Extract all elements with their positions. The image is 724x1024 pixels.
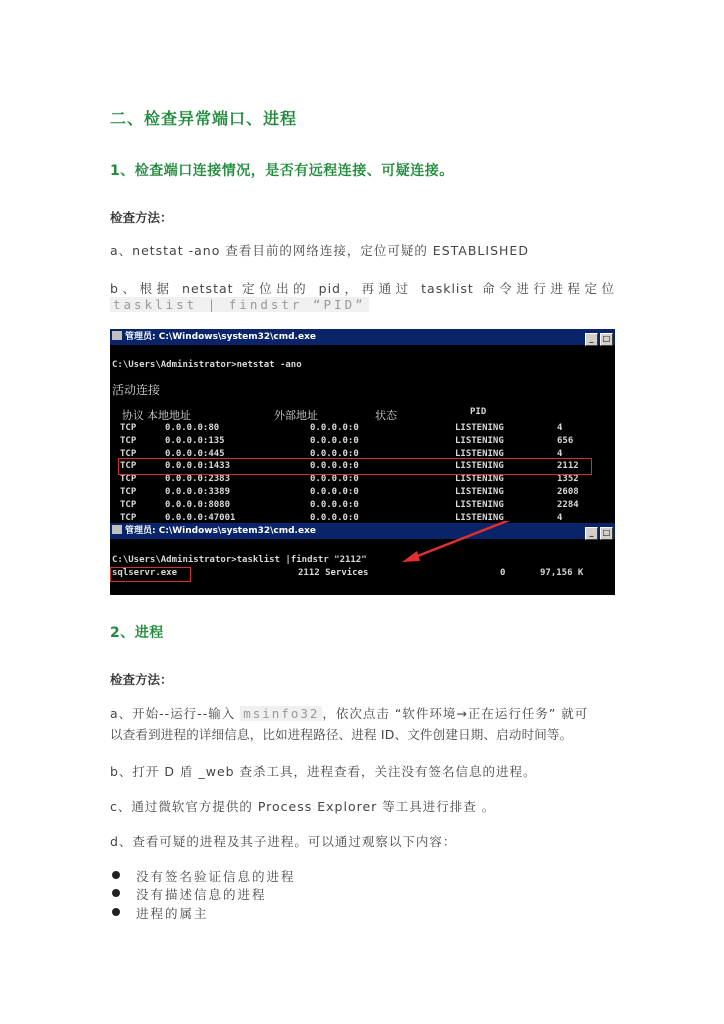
row-local-address: 0.0.0.0:135 [165, 435, 225, 446]
part2-step-a-line2: 以查看到进程的详细信息，比如进程路径、进程 ID、文件创建日期、启动时间等。 [110, 727, 573, 742]
part2-step-a-suffix: ，依次点击 “软件环境→正在运行任务” 就可 [322, 706, 589, 721]
part2-title: 2、进程 [110, 625, 164, 641]
row-pid: 4 [557, 423, 563, 433]
row-local-address: 0.0.0.0:2383 [165, 474, 231, 485]
bullet-dot-icon [112, 889, 120, 897]
row-foreign-address: 0.0.0.0:0 [310, 499, 359, 510]
row-pid: 656 [557, 435, 574, 446]
row-state: LISTENING [455, 423, 504, 433]
bullet-dot-icon [112, 871, 120, 879]
row-foreign-address: 0.0.0.0:0 [310, 474, 359, 485]
row-local-address: 0.0.0.0:3389 [165, 487, 231, 497]
result-image-name: sqlservr.exe [112, 568, 178, 578]
netstat-row [110, 513, 615, 521]
netstat-row [110, 423, 615, 435]
red-arrow-icon [110, 521, 615, 595]
part2-step-a-prefix: a、开始--运行--输入 [110, 706, 236, 721]
netstat-row [110, 500, 615, 512]
bullet-dot-icon [112, 908, 120, 916]
minimize-button[interactable]: _ [585, 527, 598, 540]
bullet-item: 没有描述信息的进程 [136, 887, 267, 902]
row-protocol: TCP [120, 435, 137, 446]
row-protocol: TCP [120, 448, 137, 459]
col-pid: PID [470, 407, 487, 417]
row-pid: 4 [557, 512, 563, 521]
highlight-1433-row [118, 458, 592, 475]
maximize-button[interactable]: □ [600, 333, 613, 346]
cmd-app-icon [112, 331, 122, 340]
row-protocol: TCP [120, 512, 137, 521]
part2-step-a-line1 [110, 704, 588, 722]
col-foreign-address: 外部地址 [274, 409, 318, 422]
part1-step-b-code: tasklist | findstr “PID” [110, 297, 369, 312]
minimize-button[interactable]: _ [585, 333, 598, 346]
row-foreign-address: 0.0.0.0:0 [310, 512, 359, 521]
cmd-window-netstat [110, 329, 615, 521]
row-foreign-address: 0.0.0.0:0 [310, 423, 359, 433]
row-state: LISTENING [455, 499, 504, 510]
row-local-address: 0.0.0.0:1433 [165, 461, 231, 472]
netstat-row [110, 487, 615, 499]
row-foreign-address: 0.0.0.0:0 [310, 461, 359, 472]
row-state: LISTENING [455, 487, 504, 497]
part2-method-label: 检查方法： [110, 672, 173, 687]
cmd2-title: 管理员: C:\Windows\system32\cmd.exe [125, 526, 316, 536]
col-local-address: 本地地址 [147, 409, 191, 422]
result-session-num: 0 [500, 568, 506, 578]
row-foreign-address: 0.0.0.0:0 [310, 435, 359, 446]
part2-step-a-code: msinfo32 [240, 706, 322, 721]
row-pid: 2608 [557, 487, 579, 497]
row-protocol: TCP [120, 499, 137, 510]
netstat-row [110, 474, 615, 486]
part1-step-b-code-line [110, 297, 369, 312]
part2-step-d: d、查看可疑的进程及其子进程。可以通过观察以下内容： [110, 834, 457, 849]
row-foreign-address: 0.0.0.0:0 [310, 448, 359, 459]
row-pid: 2284 [557, 499, 579, 510]
section-title: 二、检查异常端口、进程 [110, 109, 298, 128]
row-protocol: TCP [120, 423, 137, 433]
row-protocol: TCP [120, 474, 137, 485]
cmd1-prompt: C:\Users\Administrator>netstat -ano [112, 360, 302, 370]
part1-title: 1、检查端口连接情况，是否有远程连接、可疑连接。 [110, 163, 454, 179]
row-pid: 4 [557, 448, 563, 459]
part2-step-c: c、通过微软官方提供的 Process Explorer 等工具进行排查 。 [110, 799, 496, 814]
row-local-address: 0.0.0.0:47001 [165, 512, 236, 521]
cmd1-titlebar [110, 329, 615, 345]
bullet-item: 没有签名验证信息的进程 [136, 869, 296, 884]
cmd2-prompt: C:\Users\Administrator>tasklist |findstr "2112" [112, 555, 367, 565]
result-pid-session: 2112 Services [298, 568, 369, 578]
row-local-address: 0.0.0.0:445 [165, 448, 225, 459]
row-state: LISTENING [455, 448, 504, 459]
row-pid: 1352 [557, 474, 579, 485]
row-state: LISTENING [455, 461, 504, 472]
row-state: LISTENING [455, 512, 504, 521]
bullet-item: 进程的属主 [136, 906, 209, 921]
cmd1-header-row [110, 407, 615, 421]
col-state: 状态 [375, 409, 397, 422]
part1-step-b: b、根据 netstat 定位出的 pid，再通过 tasklist 命令进行进程定位 [110, 281, 615, 296]
row-state: LISTENING [455, 474, 504, 485]
row-pid: 2112 [557, 461, 579, 472]
part1-method-label: 检查方法： [110, 210, 173, 225]
row-state: LISTENING [455, 435, 504, 446]
row-protocol: TCP [120, 461, 137, 472]
row-local-address: 0.0.0.0:8080 [165, 499, 231, 510]
netstat-row [110, 436, 615, 448]
part1-step-a: a、netstat -ano 查看目前的网络连接，定位可疑的 ESTABLISHED [110, 243, 529, 258]
row-foreign-address: 0.0.0.0:0 [310, 487, 359, 497]
cmd-window-tasklist [110, 521, 615, 595]
row-local-address: 0.0.0.0:80 [165, 423, 220, 433]
cmd1-heading: 活动连接 [112, 383, 161, 397]
result-mem-usage: 97,156 K [540, 568, 584, 578]
row-protocol: TCP [120, 487, 137, 497]
maximize-button[interactable]: □ [600, 527, 613, 540]
cmd1-title: 管理员: C:\Windows\system32\cmd.exe [125, 332, 316, 342]
col-protocol: 协议 [122, 409, 144, 422]
part2-step-b: b、打开 D 盾 _web 查杀工具，进程查看，关注没有签名信息的进程。 [110, 764, 537, 779]
